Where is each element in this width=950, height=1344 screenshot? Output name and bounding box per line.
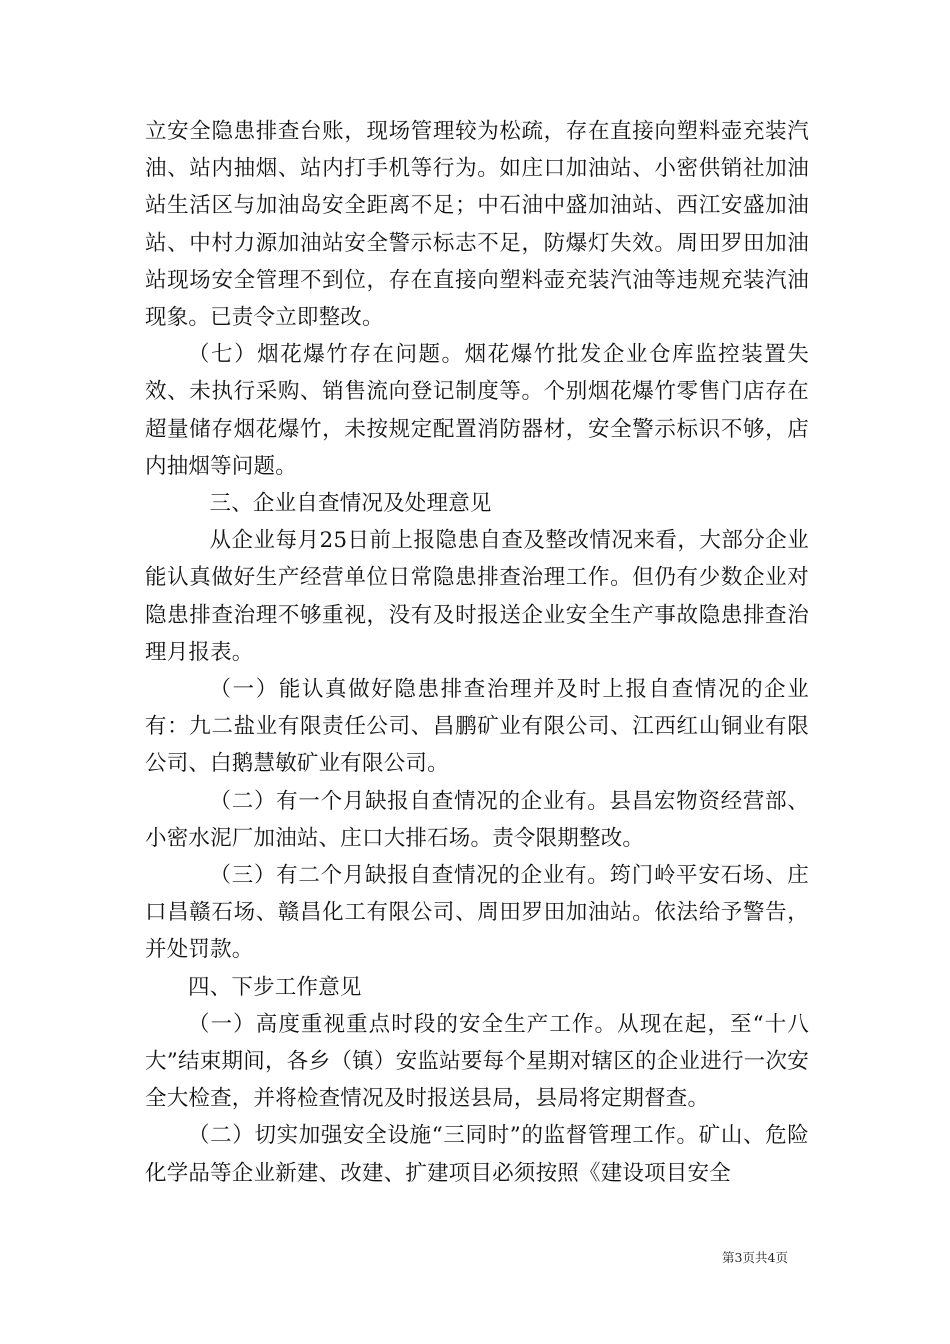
page-number: 第3页共4页 [722,1250,788,1265]
paragraph-next-step-2: （二）切实加强安全设施“三同时”的监督管理工作。矿山、危险化学品等企业新建、改建、扩建项目必须按照《建设项目安全 [145,1123,809,1186]
paragraph-fireworks-issues: （七）烟花爆竹存在问题。烟花爆竹批发企业仓库监控装置失效、未执行采购、销售流向登记制度等。个别烟花爆竹零售门店存在超量储存烟花爆竹，未按规定配置消防器材，安全警示标识不够，店内抽烟等问题。 [145,342,809,479]
paragraph-item-2: （二）有一个月缺报自查情况的企业有。县昌宏物资经营部、小密水泥厂加油站、庄口大排石场。责令限期整改。 [145,788,809,851]
section-heading-self-inspection: 三、企业自查情况及处理意见 [209,491,492,517]
paragraph-continuation: 立安全隐患排查台账，现场管理较为松疏，存在直接向塑料壶充装汽油、站内抽烟、站内打手机等行为。如庄口加油站、小密供销社加油站生活区与加油岛安全距离不足；中石油中盛加油站、西江安盛加油站、中村力源加油站安全警示标志不足，防爆灯失效。周田罗田加油站现场安全管理不到位，存在直接向塑料壶充装汽油等违规充装汽油现象。已责令立即整改。 [145,119,809,331]
section-heading-next-steps: 四、下步工作意见 [188,974,362,1000]
paragraph-next-step-1: （一）高度重视重点时段的安全生产工作。从现在起，至“十八大”结束期间，各乡（镇）安监站要每个星期对辖区的企业进行一次安全大检查，并将检查情况及时报送县局，县局将定期督查。 [145,1011,809,1112]
paragraph-item-3: （三）有二个月缺报自查情况的企业有。筠门岭平安石场、庄口昌赣石场、赣昌化工有限公司、周田罗田加油站。依法给予警告，并处罚款。 [145,863,809,963]
paragraph-item-1: （一）能认真做好隐患排查治理并及时上报自查情况的企业有：九二盐业有限责任公司、昌鹏矿业有限公司、江西红山铜业有限公司、白鹅慧敏矿业有限公司。 [145,677,809,777]
document-body [145,113,809,1192]
page-footer [0,1247,950,1266]
paragraph-self-inspection-summary: 从企业每月25日前上报隐患自查及整改情况来看，大部分企业能认真做好生产经营单位日常隐患排查治理工作。但仍有少数企业对隐患排查治理不够重视，没有及时报送企业安全生产事故隐患排查治理月报表。 [145,528,809,665]
